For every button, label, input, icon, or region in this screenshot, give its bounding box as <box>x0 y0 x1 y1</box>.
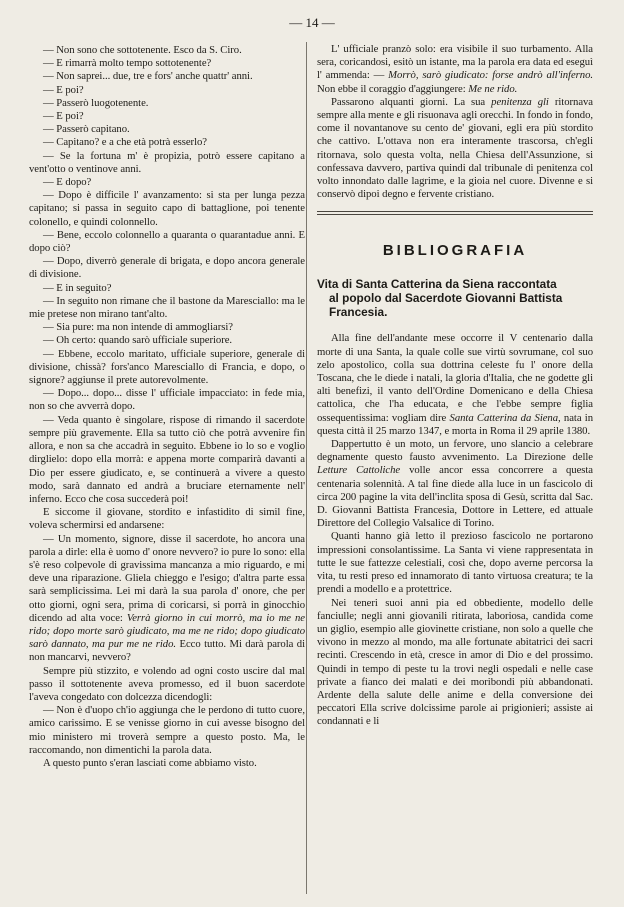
dialogue-line: — E rimarrà molto tempo sottotenente? <box>43 57 212 70</box>
book-title-line: Francesia. <box>329 305 388 320</box>
review-text: Dappertutto è un moto, un fervore, uno slancio a celebrare degnamente questo fausto avvenimento. La Direzione delle <box>317 438 593 464</box>
dialogue-line: — Veda quanto è singolare, rispose di rimando il sacerdote sempre più gravemente. Ella sa tutto ciò che potrà avvenire fin allora, e non sa che accadrà in seguito. Ebbene io lo so e voglio dirglielo: dopo ella morrà: e appena morte comparirà davanti a Dio per essere giudicato, e, se continuerà a vivere a questo modo, sarà dannato ed andrà a bruciare eternamente nell' inferno. Ecco che cosa succederà poi! <box>29 413 305 505</box>
dialogue-line: — Dopo... dopo... disse l' ufficiale impacciato: in fede mia, non so che avverrà dopo. <box>29 387 305 413</box>
dialogue-line: — E in seguito? <box>43 281 112 294</box>
dialogue-line: — Ebbene, eccolo maritato, ufficiale superiore, generale di divisione, chissà? fors'anco Maresciallo di Francia, e dopo, o signore? aggiunse il prete autorevolmente. <box>29 347 305 387</box>
section-title: BIBLIOGRAFIA <box>382 242 528 260</box>
dialogue-paragraph: — Non è d'uopo ch'io aggiunga che le perdono di tutto cuore, amico carissimo. E se venisse giorno in cui avesse bisogno del mio ministero mi troverà sempre a questo posto. Ma, le raccomando, non dimentichi la parola data. <box>29 704 305 756</box>
dialogue-line: — E poi? <box>43 110 84 123</box>
review-paragraph: Nei teneri suoi anni pia ed obbediente, modello delle fanciulle; negli anni giovanili ritirata, laboriosa, candida come un giglio, esempio alle giovinette cristiane, non solo a quelle che vivono in mezzo al mondo, ma alle fortunate abitatrici dei sacri recinti. Crescendo in età, cresce in amor di Dio e del prossimo. Quindi in tempo di peste tu la trovi negli ospedali e nelle case private a fianco dei malati e dei moribondi più abbandonati. Ardente della salute delle anime e della conversione dei peccatori Ella scrive dolcissime parole ai prigionieri; assiste ai condannati e li <box>317 596 593 728</box>
review-italic: Letture Cattoliche <box>317 464 401 477</box>
section-rule <box>317 214 593 215</box>
dialogue-line: — Dopo è difficile l' avanzamento: si sta per lunga pezza capitano; si passa in seguito capo di battaglione, poi tenente colonello, e quindi colonnello. <box>29 189 305 228</box>
dialogue-line: — Non saprei... due, tre e fors' anche quattr' anni. <box>43 70 253 83</box>
book-title-line: Vita di Santa Catterina da Siena raccontata <box>317 277 557 292</box>
story-italic: Me ne rido. <box>468 82 518 95</box>
section-rule <box>317 211 593 212</box>
story-paragraph <box>317 96 593 202</box>
dialogue-line: — Passerò luogotenente. <box>43 96 149 109</box>
book-title-line: al popolo dal Sacerdote Giovanni Battista <box>329 291 563 306</box>
dialogue-line: — Dopo, diverrò generale di brigata, e dopo ancora generale di divisione. <box>29 255 305 281</box>
prayer-tail: Ecco tutto. Mi darà parola di non mancarvi, nevvero? <box>29 638 305 664</box>
left-column <box>29 44 305 770</box>
story-text: L' ufficiale pranzò solo: era visibile il suo turbamento. Alla sera, coricandosi, esitò un istante, ma la parola era data ed eseguì l' ammenda: — <box>317 43 593 82</box>
story-paragraph <box>317 43 593 96</box>
page-number: — 14 — <box>289 15 335 30</box>
dialogue-line: — Oh certo: quando sarò ufficiale superiore. <box>43 334 233 347</box>
dialogue-line: — Bene, eccolo colonnello a quaranta o quarantadue anni. E dopo ciò? <box>29 228 305 255</box>
dialogue-line: — Capitano? e a che età potrà esserlo? <box>43 136 207 149</box>
narrative-paragraph: Sempre più stizzito, e volendo ad ogni costo uscire dal mal passo il sottotenente aveva promesso, ed il buon sacerdote l'aveva congedato con dolcezza dicendogli: <box>29 664 305 703</box>
narrative-paragraph: A questo punto s'eran lasciati come abbiamo visto. <box>43 756 257 769</box>
narrative-paragraph: E siccome il giovane, stordito e infastidito di simil fine, voleva schermirsi ed andarsene: <box>29 506 305 532</box>
dialogue-line: — Non sono che sottotenente. Esco da S. Ciro. <box>43 44 242 56</box>
story-italic: Morrò, sarò giudicato: forse andrò all'inferno. <box>388 69 593 82</box>
column-divider <box>306 42 307 894</box>
dialogue-line: — Passerò capitano. <box>43 123 130 136</box>
story-text: Non ebbe il coraggio d'aggiungere: <box>317 82 469 95</box>
review-paragraph: Quanti hanno già letto il prezioso fascicolo ne portarono impressioni consolantissime. La Santa vi viene rappresentata in tutte le sue fattezze celestiali, così che, dopo averne percorsa la vita, tu resti preso ed innamorato di tanto virtuosa creatura; te la prendi a modello e a protettrice. <box>317 530 593 596</box>
dialogue-line: — E dopo? <box>43 176 92 189</box>
prayer-italic: Verrà giorno in cui morrò, ma io me ne rido; dopo morte sarò giudicato, ma me ne rido; dopo giudicato sarò dannato, ma pur me ne rido. <box>29 611 305 651</box>
dialogue-line: — Sia pure: ma non intende di ammogliarsi? <box>43 321 233 334</box>
review-paragraph <box>317 438 593 530</box>
review-text: nata in questa città il 25 marzo 1347, e morta in Roma il 29 aprile 1380. <box>317 411 593 437</box>
story-text: Passarono alquanti giorni. La sua <box>331 95 486 108</box>
review-italic: Santa Catterina da Siena, <box>449 411 561 424</box>
story-text: ritornava sempre alla mente e gli risuonava agli orecchi. In fondo in fondo, come il novantanove su cento de' giovani, egli era più stordito che cattivo. L'ottava non era interamente trascorsa, ch'egli ritornava, solo questa volta, nella Chiesa dell'Assunzione, si confessava davvero, partiva quindi dal tribunale di penitenza col volto innondato dalle lagrime, e la gioia nel cuore. Divenne e si conservò dipoi degno e fervente cristiano. <box>317 95 594 201</box>
review-paragraph <box>317 332 593 438</box>
right-column <box>317 43 593 729</box>
book-title <box>317 277 593 319</box>
review-text: volle ancor essa concorrere a questa centenaria solennità. A tal fine diede alla luce in un fascicolo di circa 200 pagine la vita dell'inclita sposa di Gesù, scritta dal Sac. D. Giovanni Battista Francesia, Dottore in Lettere, ed attuale Direttore del Collegio Valsalice di Torino. <box>317 464 593 530</box>
dialogue-line: — E poi? <box>43 83 84 96</box>
dialogue-line: — In seguito non rimane che il bastone da Maresciallo: ma le mie pretese non mirano tant'alto. <box>29 294 305 321</box>
dialogue-text: — Un momento, signore, disse il sacerdote, ho ancora una parola a dirle: ella è uomo d' onore nevvero? io pure lo sono: ella s'è reso colpevole di gravissima mancanza a mio riguardo, e mi deve una riparazione. Gliela chieggo e l'esigo; d'altra parte essa sarà semplicissima. Lei mi darà la sua parola d' onore, che per otto giorni, ogni sera, prima di coricarsi, si porrà in ginocchio dicendo ad alta voce: <box>29 532 305 624</box>
story-italic: penitenza gli <box>491 95 549 108</box>
dialogue-line: — Se la fortuna m' è propizia, potrò essere capitano a vent'otto o ventinove anni. <box>29 149 305 175</box>
review-text: Alla fine dell'andante mese occorre il V centenario dalla morte di una Santa, la quale colle sue virtù sovrumane, col suo zelo apostolico, colla sua dottrina celeste fu l' onore della Toscana, che le diede i natali, la gloria d'Italia, che ne godette gli alti benefizi, il vanto dell'Ordine Domenicano e della Chiesa cattolica, che l'ha educata, e che l'ebbe sempre figlia ossequentissima: vogliam dire <box>317 332 593 424</box>
dialogue-paragraph <box>29 533 305 665</box>
